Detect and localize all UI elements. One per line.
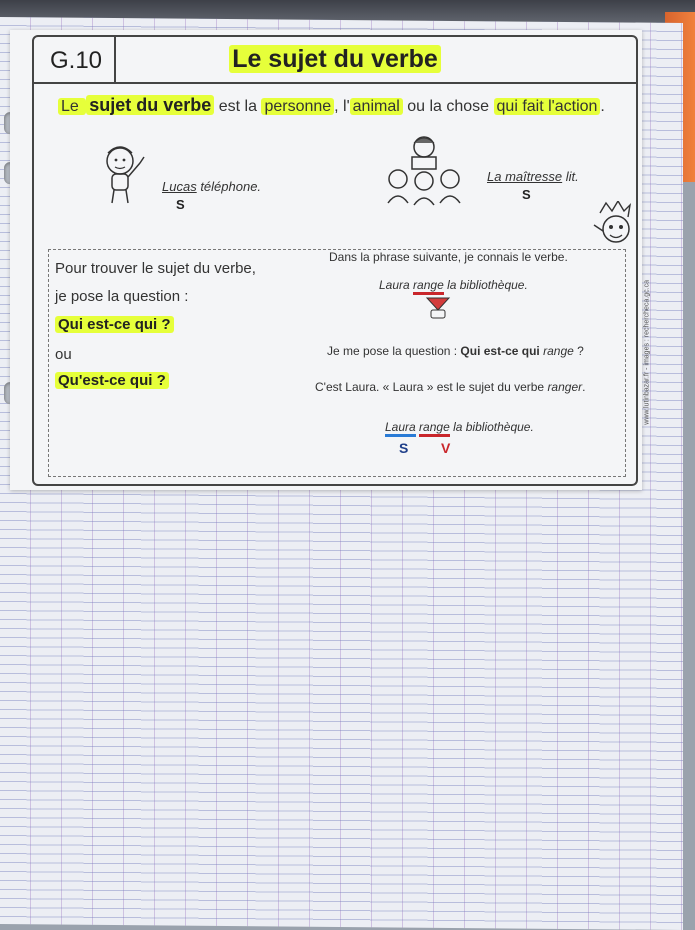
answer-line: C'est Laura. « Laura » est le sujet du verbe ranger. <box>315 380 586 394</box>
verb-heart-icon <box>423 294 453 324</box>
method-box <box>48 249 626 477</box>
or-word: ou <box>55 346 72 363</box>
question-line: Je me pose la question : Qui est-ce qui range ? <box>327 344 584 358</box>
subject-mark: S <box>399 440 409 456</box>
teacher-reading-icon <box>384 133 464 207</box>
example-sentence-1: Lucas téléphone. <box>162 179 262 194</box>
lesson-frame <box>32 35 638 486</box>
lutin-mascot-icon <box>592 201 636 251</box>
verb-mark: V <box>441 440 451 456</box>
example-sentence-2: La maîtresse lit. <box>487 169 579 184</box>
final-sentence: Laura range la bibliothèque. <box>385 420 534 434</box>
question-who: Qui est-ce qui ? <box>55 316 174 333</box>
example-sentence-laura: Laura range la bibliothèque. <box>379 278 528 292</box>
method-line-1: Pour trouver le sujet du verbe, <box>55 260 256 277</box>
subject-label: S <box>522 187 531 202</box>
explanation-intro: Dans la phrase suivante, je connais le verbe. <box>329 250 568 264</box>
subject-label: S <box>176 197 185 212</box>
method-line-2: je pose la question : <box>55 288 189 305</box>
credit-line: www.lutinbazar.fr - images : rechercheca.gc.ca <box>644 280 651 425</box>
definition-sentence: Le sujet du verbe est la personne , l' animal ou la chose qui fait l'action . <box>58 95 605 116</box>
lesson-handout <box>10 30 651 490</box>
lesson-code: G.10 <box>50 47 103 74</box>
lesson-title: Le sujet du verbe <box>34 45 636 74</box>
boy-phone-icon <box>96 143 156 207</box>
question-what: Qu'est-ce qui ? <box>55 372 169 389</box>
